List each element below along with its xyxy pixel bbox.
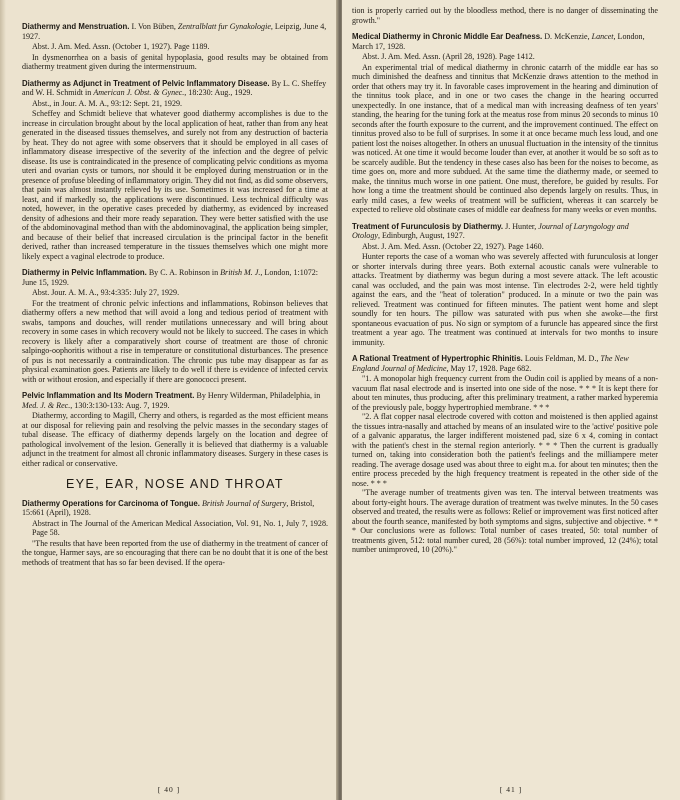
journal-name: Zentralblatt fur Gynakologie: [177, 22, 271, 31]
article-title: Diathermy Operations for Carcinoma of Tongue.: [22, 498, 200, 508]
article-title: Diathermy as Adjunct in Treatment of Pelvic Inflammatory Disease.: [22, 78, 270, 88]
article-heading: [22, 499, 328, 518]
journal-source: , London, March 17, 1928.: [352, 32, 645, 51]
journal-source: , 18:230: Aug., 1929.: [184, 88, 253, 97]
article: [352, 32, 658, 215]
article-title: Medical Diathermy in Chronic Middle Ear Deafness.: [352, 32, 543, 41]
article: [22, 22, 328, 72]
right-page: [342, 0, 680, 800]
journal-name: Lancet: [591, 32, 614, 41]
left-column: [22, 22, 328, 567]
article: [352, 222, 658, 348]
article-paragraph: For the treatment of chronic pelvic infections and inflammations, Robinson believes that diathermy offers a new method that will avoid a long and tedious period of treatment with swabs, tampons and douches, will render mutilations unnecessary and will bring about recovery in some cases in which recovery would not be likely to succeed. The cases in which recovery is likely after a comparatively short course of treatment are those of chronic salpingo-oophoritis without a rise in temperature or constitutional disturbances. The presence of pus is not necessarily a contraindication. The chronic pus tube may disappear as far as physical examination goes. Patients are likely to do well if there is evidence of infected cervix with or without erosion, and especially if there are gonococci present.: [22, 298, 328, 384]
article-paragraph: "1. A monopolar high frequency current from the Oudin coil is applied by means of a non-vacuum flat nasal electrode and is inserted into one side of the nose. * * * It is kept there for about ten minutes, thus producing, after this preliminary treatment, a rather marked hyperemia of the previously pale, boggy hypertrophied membrane. * * *: [352, 374, 658, 412]
abstract-citation: Abst. Jour. A. M. A., 93:4:335: July 27, 1929.: [32, 288, 180, 297]
article-author: I. Von Büben,: [131, 22, 176, 31]
article-title: A Rational Treatment of Hypertrophic Rhinitis.: [352, 354, 523, 363]
abstract-citation: Abst. J. Am. Med. Assn. (October 1, 1927). Page 1189.: [32, 42, 210, 51]
abstract-citation: Abst. J. Am. Med. Assn. (April 28, 1928). Page 1412.: [362, 52, 535, 61]
section-heading: EYE, EAR, NOSE AND THROAT: [66, 477, 284, 491]
article-paragraph: Hunter reports the case of a woman who was severely affected with furunculosis at longer or shorter intervals during three years. Both external acoustic canals were vulnerable to attacks. Treatment by diathermy was begun during a most severe attack. The left acoustic canal was occluded, and the pain was most intense. Tin electrodes 2-2, were held tightly against the ears, and the "heat of toleration" produced. In a minute or two the pain was relieved. Treatment was continued for fifteen minutes. The patient went home and slept soundly for ten hours. The pillow was saturated with pus when she awoke—the first spontaneous evacuation of pus. No sign or symptom of a furuncle has appeared since the first treatment a year ago. The treatment was continued at intervals for two months to insure immunity.: [352, 252, 658, 347]
article-title: Diathermy and Menstruation.: [22, 22, 130, 31]
article-heading: [352, 32, 658, 51]
article-author: Louis Feldman, M. D.,: [524, 354, 599, 363]
left-page: [0, 0, 338, 800]
page-number-left: [ 40 ]: [157, 785, 181, 794]
article-paragraph: Diathermy, according to Magill, Cherry and others, is regarded as the most efficient means at our disposal for relieving pain and resolving the pelvic masses in the secondary stages of tubal disease. The efficacy of diathermy depends largely on the location and degree of pathological involvement of the lesion. Generally it is believed that diathermy is a valuable adjunct in the treatment for almost all chronic inflammatory diseases. Surgery in these cases is either radical or conservative.: [22, 411, 328, 468]
journal-source: , London, 1:1072: June 15, 1929.: [22, 268, 319, 287]
article-heading: [22, 268, 328, 287]
article-paragraph: An experimental trial of medical diathermy in chronic catarrh of the middle ear has so much diminished the deafness and tinnitus that McKenzie draws attention to the method in order that others may try it. In favorable cases improvement in the hearing and diminution of the tinnitus took place, and in one or two cases the change in the hearing occurred unexpectedly. In one instance, that of a medical man with increasing deafness of ten years' standing, the hearing for the tuning fork at the meatus rose from minus 20 seconds to minus 10 seconds after the fourth exposure to the current, and the improvement continued. The effect on tinnitus proved also to be full of surprises. In some it at once became much less loud, and one patient lost the noises altogether. In others an unusual fluctuation in the intensity of the tinnitus was noticed. At one time it would become louder than ever, at another it would be so soft as to be scarcely audible. But the tendency in these cases also has been for the noises to become, as time goes on, more and more subdued. At the same time the diathermy made, or seemed to make, the tinnitus much worse in one patient. One must, therefore, be guided by results. For how long a time the treatment should be continued also depends largely on results. Thus, in early mild cases, a few weeks of treatment will be sufficient, whereas it can scarcely be expected to relieve old obstinate cases of middle ear deafness for many weeks or even months.: [352, 62, 658, 214]
article: [22, 268, 328, 384]
article-heading: [352, 222, 658, 241]
article-author: By C. A. Robinson in: [148, 268, 219, 277]
journal-source: , Leipzig, June 4, 1927.: [22, 22, 327, 41]
journal-name: Med. J. & Rec.: [22, 400, 71, 410]
article-title: Treatment of Furunculosis by Diathermy.: [352, 221, 504, 231]
journal-name: British M. J.: [220, 268, 261, 277]
article-paragraph: Scheffey and Schmidt believe that whatever good diathermy accomplishes is due to the increase in circulation brought about by the local application of heat, rather than from any heat generated in the diseased tissues themselves, and surely not from any destruction of bacteria by heat. They do not agree with some observers that it should be employed in all cases of inflammatory disease irrespective of the severity of the infection and the degree of pelvic disease. Its use is contraindicated in the presence of complicating pelvic conditions as myoma uteri and ovarian cysts or tumors, nor should it be employed during menstruation or in the presence of profuse bleeding of inflammatory origin. They did not find, as did some observers, that pain was almost instantly relieved by its use. Sometimes it was increased for a time at least, and if markedly so, the applications were discontinued. Less technical difficulty was noted, however, in the operative cases preceded by diathermy, as evidenced by increased density of adhesions and their more ready separation. They were better satisfied with the use of the abdominovaginal method than with the abdominovaginal, the application being simpler, and because of their belief that increased circulation is the principal factor in the benefit derived, rather than increased temperature in the tissues themselves which one might more likely expect a vaginal electrode to produce.: [22, 109, 328, 261]
article-paragraph: "2. A flat copper nasal electrode covered with cotton and moistened is then applied against the tissues intra-nasally and attached by means of an insulated wire to the 'active' positive pole of a galvanic apparatus, the larger indifferent moistened pad, size 6 x 4, coming in contact with the patient's chest in the sternal region anteriorly. * * * Then the current is gradually turned on, taking into consideration both the patient's feelings and the milliampere meter reading. The average dosage used was about three to eight m.a. for about ten minutes; then the entire process preceded by the high frequency treatment is repeated in the other side of the nose. * * *: [352, 412, 658, 488]
article-author: D. McKenzie,: [544, 32, 590, 41]
journal-source: , Bristol, 15:661 (April), 1928.: [22, 498, 315, 517]
abstract-citation: Abst., in Jour. A. M. A., 93:12: Sept. 21, 1929.: [32, 98, 182, 108]
article-title: Diathermy in Pelvic Inflammation.: [22, 268, 147, 277]
journal-source: , May 17, 1928. Page 682.: [446, 363, 532, 373]
article-paragraph: "The average number of treatments given was ten. The interval between treatments was about forty-eight hours. The average duration of treatment was twelve minutes. In the 50 cases observed and treated, the results were as follows: Relief or improvement was first noticed after about the fourth seance, manifested by both symptoms and signs, subjective and objective. * * * Our conclusions were as follows: Total number of cases treated, 50: total number of treatments given, 512: total number cured, 28 (56%): total number improved, 12 (24%); total number unimproved, 10 (20%).": [352, 488, 658, 554]
article-title: Pelvic Inflammation and Its Modern Treatment.: [22, 391, 195, 400]
page-edge-shadow: [0, 0, 6, 800]
right-column: [352, 6, 658, 555]
article-heading: [22, 79, 328, 98]
article-heading: [22, 391, 328, 410]
article-paragraph: In dysmenorrhea on a basis of genital hypoplasia, good results may be obtained from diathermy treatment given during the intermenstruum.: [22, 52, 328, 71]
journal-name: British Journal of Surgery: [201, 498, 287, 508]
journal-source: , Edinburgh, August, 1927.: [377, 231, 465, 240]
journal-source: , 130:3:130-133: Aug. 7, 1929.: [70, 400, 170, 410]
journal-name: American J. Obst. & Gynec.: [93, 88, 185, 97]
article-paragraph: "The results that have been reported from the use of diathermy in the treatment of cancer of the tongue, Harmer says, are so encouraging that there can be no doubt that it is one of the best methods of treatment that has so far been devised. If the opera-: [22, 538, 328, 567]
article-heading: [22, 22, 328, 41]
article-author: J. Hunter,: [505, 221, 537, 231]
continued-text: tion is properly carried out by the bloodless method, there is no danger of disseminating the growth.": [352, 6, 658, 25]
article: [22, 79, 328, 262]
article: [22, 499, 328, 568]
article-author: By L. C. Sheffey and W. H. Schmidt in: [22, 78, 327, 97]
journal-name: Journal of Laryngology and Otology: [352, 221, 629, 240]
article-heading: [352, 354, 658, 373]
abstract-citation: Abstract in The Journal of the American Medical Association, Vol. 91, No. 1, July 7, 1928. Page 58.: [32, 518, 328, 537]
article-author: By Henry Wilderman, Philadelphia, in: [196, 391, 321, 400]
article: [22, 391, 328, 468]
page-number-right: [ 41 ]: [499, 785, 523, 794]
abstract-citation: Abst. J. Am. Med. Assn. (October 22, 1927). Page 1460.: [362, 241, 544, 251]
journal-name: The New England Journal of Medicine: [352, 354, 629, 373]
article: [352, 354, 658, 555]
